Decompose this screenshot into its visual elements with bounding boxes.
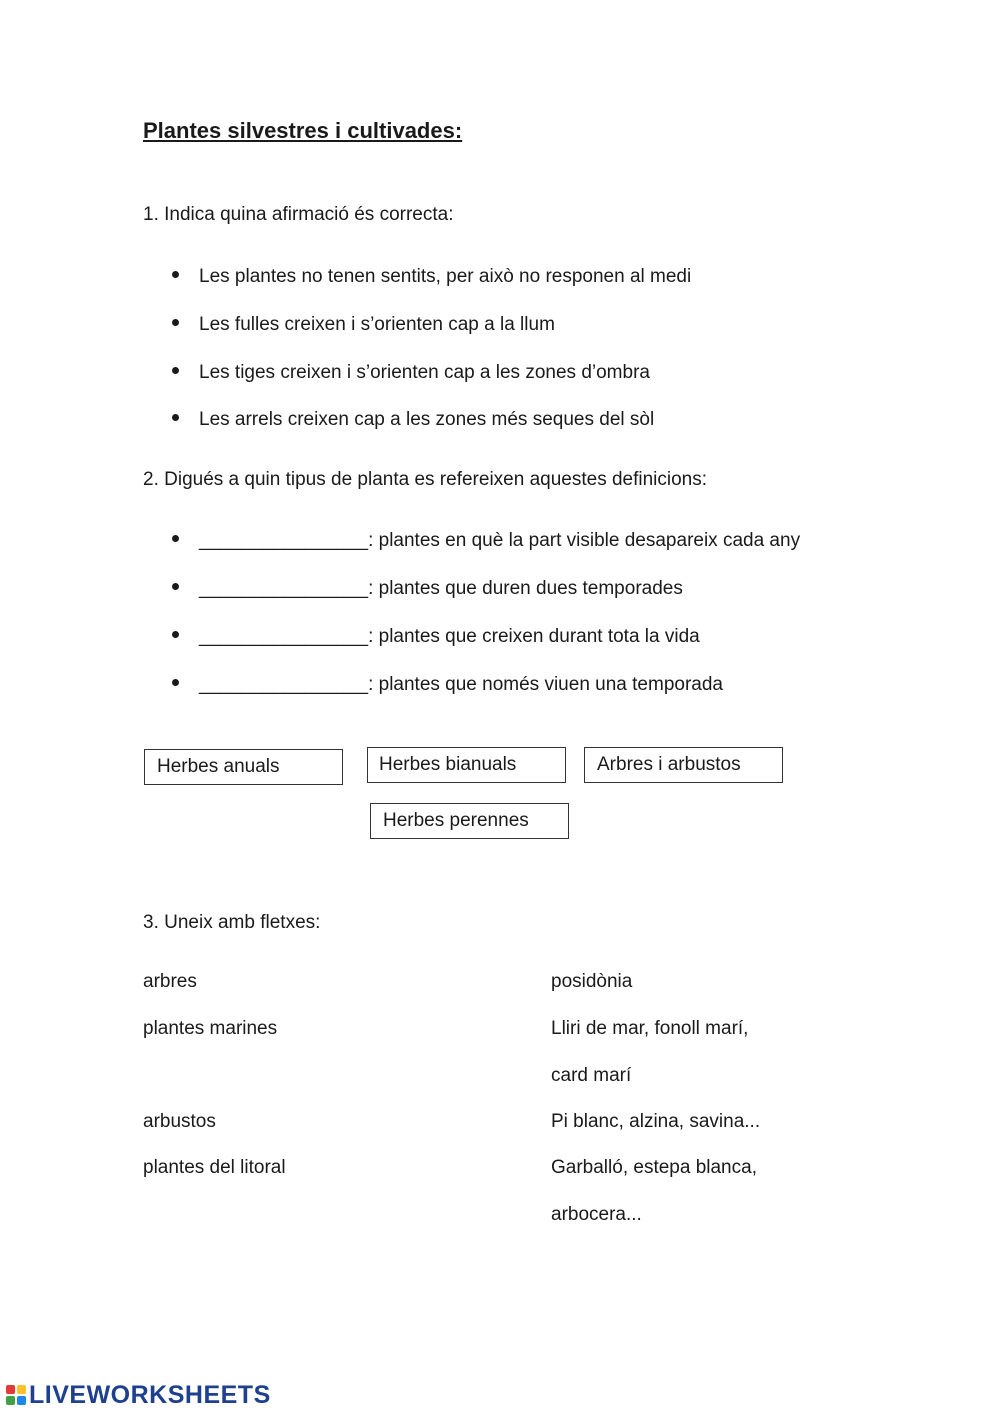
- match-right-item[interactable]: Garballó, estepa blanca,: [551, 1157, 757, 1178]
- question-1-prompt: 1. Indica quina afirmació és correcta:: [143, 204, 454, 225]
- question-2-item: [172, 530, 800, 552]
- match-left-item[interactable]: plantes marines: [143, 1018, 278, 1039]
- option-text: Les tiges creixen i s’orienten cap a les zones d’ombra: [199, 362, 650, 383]
- definition-text[interactable]: ________________: plantes en què la part visible desapareix cada any: [199, 530, 801, 551]
- definition-text[interactable]: ________________: plantes que duren dues temporades: [199, 578, 683, 599]
- question-2-prompt: 2. Digués a quin tipus de planta es refereixen aquestes definicions:: [143, 469, 708, 490]
- word-bank-herbes-perennes[interactable]: Herbes perennes: [370, 803, 569, 839]
- match-left-item[interactable]: plantes del litoral: [143, 1157, 286, 1178]
- word-bank-herbes-bianuals[interactable]: Herbes bianuals: [367, 747, 566, 783]
- question-2-item: [172, 578, 683, 600]
- logo-tile-red: [6, 1385, 15, 1394]
- bullet-icon: [172, 631, 179, 638]
- question-1-option[interactable]: [172, 314, 555, 336]
- bullet-icon: [172, 535, 179, 542]
- definition-text[interactable]: ________________: plantes que creixen durant tota la vida: [199, 626, 700, 647]
- word-bank-herbes-anuals[interactable]: Herbes anuals: [144, 749, 343, 785]
- logo-brand-text: LIVEWORKSHEETS: [29, 1380, 271, 1409]
- definition-text[interactable]: ________________: plantes que només viuen una temporada: [199, 674, 723, 695]
- question-1-option[interactable]: [172, 266, 691, 288]
- question-2-item: [172, 674, 723, 696]
- bullet-icon: [172, 583, 179, 590]
- logo-tiles-icon: [6, 1385, 26, 1405]
- bullet-icon: [172, 367, 179, 374]
- word-bank-arbres-i-arbustos[interactable]: Arbres i arbustos: [584, 747, 783, 783]
- option-text: Les arrels creixen cap a les zones més seques del sòl: [199, 409, 655, 430]
- match-right-item-continuation: arbocera...: [551, 1204, 642, 1225]
- question-1-option[interactable]: [172, 409, 654, 431]
- match-right-item[interactable]: Pi blanc, alzina, savina...: [551, 1111, 761, 1132]
- match-right-item[interactable]: posidònia: [551, 971, 633, 992]
- question-2-item: [172, 626, 700, 648]
- option-text: Les fulles creixen i s’orienten cap a la llum: [199, 314, 555, 335]
- bullet-icon: [172, 319, 179, 326]
- match-right-item[interactable]: Lliri de mar, fonoll marí,: [551, 1018, 749, 1039]
- logo-tile-blue: [17, 1396, 26, 1405]
- bullet-icon: [172, 679, 179, 686]
- option-text: Les plantes no tenen sentits, per això no responen al medi: [199, 266, 692, 287]
- logo-tile-green: [6, 1396, 15, 1405]
- match-right-item-continuation: card marí: [551, 1065, 632, 1086]
- bullet-icon: [172, 414, 179, 421]
- logo-tile-yellow: [17, 1385, 26, 1394]
- question-3-prompt: 3. Uneix amb fletxes:: [143, 912, 321, 933]
- liveworksheets-logo: [6, 1380, 271, 1410]
- match-left-item[interactable]: arbres: [143, 971, 197, 992]
- worksheet-title: Plantes silvestres i cultivades:: [143, 118, 463, 143]
- question-1-option[interactable]: [172, 362, 650, 384]
- bullet-icon: [172, 271, 179, 278]
- match-left-item[interactable]: arbustos: [143, 1111, 216, 1132]
